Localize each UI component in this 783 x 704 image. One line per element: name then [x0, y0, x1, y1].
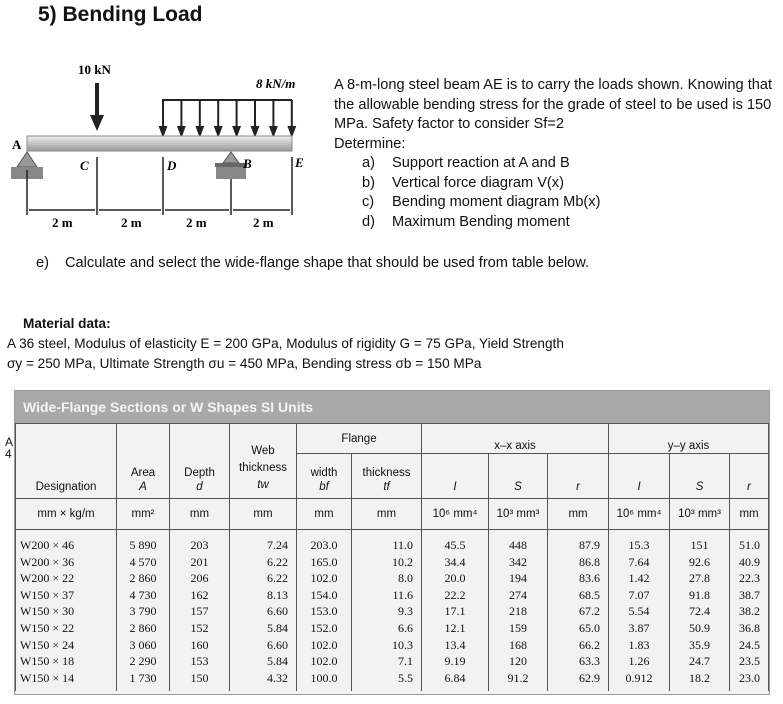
table-cell: 6.60	[230, 602, 297, 619]
table-cell: 201	[170, 553, 230, 570]
table-cell: 36.8	[730, 619, 769, 636]
table-cell: 120	[489, 652, 548, 669]
table-cell: 1.42	[609, 569, 670, 586]
table-cell: 151	[670, 530, 730, 553]
distributed-load-arrows	[160, 100, 295, 135]
table-cell: 91.2	[489, 669, 548, 692]
table-cell: 22.2	[422, 586, 489, 603]
table-cell: 2 860	[117, 569, 170, 586]
table-cell: 342	[489, 553, 548, 570]
table-cell: 7.24	[230, 530, 297, 553]
table-cell: 86.8	[548, 553, 609, 570]
span-be-label: 2 m	[253, 215, 274, 230]
table-cell: 448	[489, 530, 548, 553]
col-yy-s: S	[670, 454, 730, 499]
page-title: 5) Bending Load	[38, 3, 203, 26]
col-xx: x–x axis	[422, 424, 609, 454]
table-cell: 3 790	[117, 602, 170, 619]
col-xx-r: r	[548, 454, 609, 499]
table-cell: 165.0	[297, 553, 352, 570]
col-xx-s: S	[489, 454, 548, 499]
table-cell: 35.9	[670, 636, 730, 653]
table-cell: 6.60	[230, 636, 297, 653]
beam	[27, 136, 292, 151]
table-cell: 152	[170, 619, 230, 636]
table-cell: 0.912	[609, 669, 670, 692]
table-cell: 2 290	[117, 652, 170, 669]
task-b: b) Vertical force diagram V(x)	[362, 174, 564, 191]
table-cell: 5.84	[230, 652, 297, 669]
unit-cell: 10⁶ mm⁴	[422, 499, 489, 530]
col-flange-thickness: thickness tf	[352, 454, 422, 499]
table-cell: 50.9	[670, 619, 730, 636]
table-row	[16, 652, 769, 669]
table-cell: 72.4	[670, 602, 730, 619]
table-cell: 10.3	[352, 636, 422, 653]
table-cell: 34.4	[422, 553, 489, 570]
table-cell: 100.0	[297, 669, 352, 692]
table-cell: 160	[170, 636, 230, 653]
table-cell: 5.54	[609, 602, 670, 619]
stray-characters: A 4	[5, 435, 14, 461]
span-cd-label: 2 m	[121, 215, 142, 230]
col-yy-i: I	[609, 454, 670, 499]
col-web: Web thickness tw	[230, 424, 297, 499]
table-cell: 194	[489, 569, 548, 586]
units-row	[16, 499, 769, 530]
table-row	[16, 669, 769, 692]
distributed-load-label: 8 kN/m	[256, 76, 296, 91]
table-cell: 3 060	[117, 636, 170, 653]
task-d: d) Maximum Bending moment	[362, 213, 570, 230]
table-cell: 162	[170, 586, 230, 603]
col-depth: Depth d	[170, 424, 230, 499]
table-cell: 65.0	[548, 619, 609, 636]
table-cell: 87.9	[548, 530, 609, 553]
table-cell: 6.22	[230, 569, 297, 586]
table-cell: 7.1	[352, 652, 422, 669]
table-cell: 15.3	[609, 530, 670, 553]
table-cell: 45.5	[422, 530, 489, 553]
col-flange-width: width bf	[297, 454, 352, 499]
table-cell: 4.32	[230, 669, 297, 692]
beam-diagram	[0, 55, 320, 235]
table-cell: 102.0	[297, 636, 352, 653]
table-cell: 274	[489, 586, 548, 603]
table-cell: 22.3	[730, 569, 769, 586]
determine-label: Determine:	[334, 135, 406, 152]
table-row	[16, 619, 769, 636]
table-cell: 38.7	[730, 586, 769, 603]
span-ac-label: 2 m	[52, 215, 73, 230]
table-cell: 24.5	[730, 636, 769, 653]
unit-cell: 10³ mm³	[670, 499, 730, 530]
table-cell: 11.0	[352, 530, 422, 553]
table-cell: W150 × 24	[16, 636, 117, 653]
col-yy: y–y axis	[609, 424, 769, 454]
table-cell: 66.2	[548, 636, 609, 653]
table-cell: 4 730	[117, 586, 170, 603]
table-row	[16, 602, 769, 619]
table-cell: 5.84	[230, 619, 297, 636]
table-row	[16, 586, 769, 603]
table-cell: 23.0	[730, 669, 769, 692]
table-cell: 5.5	[352, 669, 422, 692]
table-cell: 17.1	[422, 602, 489, 619]
point-e-label: E	[295, 155, 304, 170]
table-cell: 218	[489, 602, 548, 619]
unit-cell: mm	[297, 499, 352, 530]
task-c: c) Bending moment diagram Mb(x)	[362, 194, 601, 210]
table-cell: 40.9	[730, 553, 769, 570]
material-line-1: A 36 steel, Modulus of elasticity E = 200 GPa, Modulus of rigidity G = 75 GPa, Yield Strength	[7, 336, 564, 351]
table-cell: W150 × 22	[16, 619, 117, 636]
table-cell: 168	[489, 636, 548, 653]
table-cell: 7.64	[609, 553, 670, 570]
table-cell: 8.0	[352, 569, 422, 586]
table-cell: 153	[170, 652, 230, 669]
table-cell: 83.6	[548, 569, 609, 586]
table-title: Wide-Flange Sections or W Shapes SI Units	[15, 391, 769, 423]
table-cell: W150 × 30	[16, 602, 117, 619]
table-cell: 6.22	[230, 553, 297, 570]
table-cell: 10.2	[352, 553, 422, 570]
col-xx-i: I	[422, 454, 489, 499]
force-label: 10 kN	[78, 62, 111, 77]
table-cell: 203.0	[297, 530, 352, 553]
unit-cell: 10³ mm³	[489, 499, 548, 530]
table-cell: 4 570	[117, 553, 170, 570]
table-cell: 7.07	[609, 586, 670, 603]
table-cell: 157	[170, 602, 230, 619]
table-cell: 6.84	[422, 669, 489, 692]
table-row	[16, 553, 769, 570]
table-cell: 13.4	[422, 636, 489, 653]
material-data	[7, 314, 564, 374]
span-db-label: 2 m	[186, 215, 207, 230]
table-cell: W200 × 22	[16, 569, 117, 586]
table-cell: W200 × 36	[16, 553, 117, 570]
table-row	[16, 569, 769, 586]
table-cell: 51.0	[730, 530, 769, 553]
table-cell: 8.13	[230, 586, 297, 603]
unit-cell: mm	[230, 499, 297, 530]
col-designation: Designation	[16, 424, 117, 499]
task-e: e) Calculate and select the wide-flange shape that should be used from table below.	[36, 255, 590, 271]
table-cell: W150 × 14	[16, 669, 117, 692]
table-cell: 1.83	[609, 636, 670, 653]
table-cell: 9.3	[352, 602, 422, 619]
unit-cell: 10⁶ mm⁴	[609, 499, 670, 530]
unit-cell: mm²	[117, 499, 170, 530]
table-cell: 153.0	[297, 602, 352, 619]
table-cell: 20.0	[422, 569, 489, 586]
table-cell: 18.2	[670, 669, 730, 692]
table-cell: 23.5	[730, 652, 769, 669]
point-b-label: B	[243, 156, 252, 171]
table-cell: 1.26	[609, 652, 670, 669]
problem-statement	[334, 76, 774, 232]
table-cell: 63.3	[548, 652, 609, 669]
table-cell: 1 730	[117, 669, 170, 692]
point-c-label: C	[80, 158, 89, 173]
unit-cell: mm	[170, 499, 230, 530]
table-cell: 24.7	[670, 652, 730, 669]
table-cell: 62.9	[548, 669, 609, 692]
material-line-2: σy = 250 MPa, Ultimate Strength σu = 450 MPa, Bending stress σb = 150 MPa	[7, 356, 482, 371]
table-row	[16, 530, 769, 553]
table-cell: 206	[170, 569, 230, 586]
unit-cell: mm	[730, 499, 769, 530]
col-yy-r: r	[730, 454, 769, 499]
table-cell: 38.2	[730, 602, 769, 619]
table-cell: 12.1	[422, 619, 489, 636]
table-cell: W150 × 18	[16, 652, 117, 669]
table-cell: 102.0	[297, 569, 352, 586]
table-cell: 91.8	[670, 586, 730, 603]
point-a-label: A	[12, 137, 22, 152]
unit-cell: mm	[352, 499, 422, 530]
table-cell: 5 890	[117, 530, 170, 553]
table-cell: 150	[170, 669, 230, 692]
table-cell: 6.6	[352, 619, 422, 636]
table-cell: 152.0	[297, 619, 352, 636]
material-heading: Material data:	[23, 316, 111, 331]
table-cell: W200 × 46	[16, 530, 117, 553]
col-area: Area A	[117, 424, 170, 499]
table-cell: 159	[489, 619, 548, 636]
wide-flange-table	[14, 390, 770, 695]
problem-intro: A 8-m-long steel beam AE is to carry the loads shown. Knowing that the allowable bending stress for the grade of steel to be used is 150 MPa. Safety factor to consider Sf=2	[334, 77, 773, 132]
table-cell: 92.6	[670, 553, 730, 570]
table-cell: 154.0	[297, 586, 352, 603]
unit-cell: mm	[548, 499, 609, 530]
table-cell: 2 860	[117, 619, 170, 636]
table-cell: 9.19	[422, 652, 489, 669]
table-cell: 203	[170, 530, 230, 553]
table-cell: 3.87	[609, 619, 670, 636]
table-cell: W150 × 37	[16, 586, 117, 603]
table-cell: 27.8	[670, 569, 730, 586]
table-cell: 68.5	[548, 586, 609, 603]
table-cell: 11.6	[352, 586, 422, 603]
col-flange: Flange	[297, 424, 422, 454]
unit-cell: mm × kg/m	[16, 499, 117, 530]
task-a: a) Support reaction at A and B	[362, 155, 570, 171]
table-cell: 67.2	[548, 602, 609, 619]
table-cell: 102.0	[297, 652, 352, 669]
point-d-label: D	[167, 158, 177, 173]
table-row	[16, 636, 769, 653]
